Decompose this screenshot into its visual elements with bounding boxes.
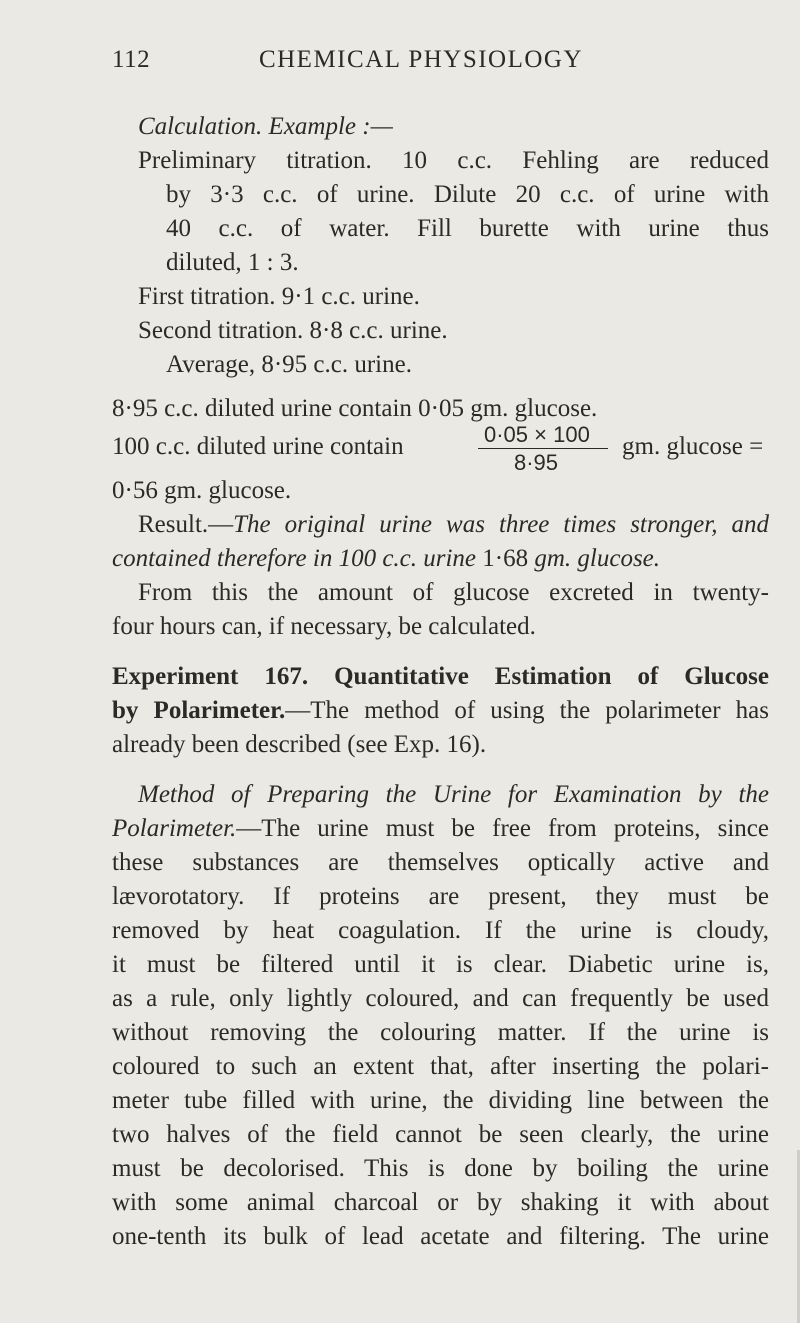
experiment-heading: Experiment 167. Quantitative Estimation of Glucose	[112, 663, 769, 690]
method-line: Polarimeter.—The urine must be free from proteins, since	[112, 815, 769, 842]
calc-line: 40 c.c. of water. Fill burette with urine thus	[166, 215, 769, 242]
calculation-heading: Calculation. Example :—	[138, 113, 393, 140]
calc-line-lead: 100 c.c. diluted urine contain	[112, 433, 404, 460]
result-line: contained therefore in 100 c.c. urine 1·68 gm. glucose.	[112, 545, 661, 572]
method-line: these substances are themselves optically active and	[112, 849, 769, 876]
calc-line: Average, 8·95 c.c. urine.	[166, 351, 412, 378]
method-line: two halves of the field cannot be seen clearly, the urine	[112, 1121, 769, 1148]
method-line: with some animal charcoal or by shaking it with about	[112, 1189, 769, 1216]
fraction-bar	[478, 448, 608, 449]
experiment-line: by Polarimeter.—The method of using the polarimeter has	[112, 697, 769, 724]
method-line: removed by heat coagulation. If the urine is cloudy,	[112, 917, 769, 944]
result-line: From this the amount of glucose excreted in twenty-	[138, 579, 769, 606]
method-line: meter tube filled with urine, the dividing line between the	[112, 1087, 769, 1114]
page-number: 112	[112, 46, 151, 73]
method-heading: Method of Preparing the Urine for Examination by the	[138, 781, 769, 808]
method-line: one-tenth its bulk of lead acetate and filtering. The urine	[112, 1223, 769, 1250]
method-line: as a rule, only lightly coloured, and can frequently be used	[112, 985, 769, 1012]
calc-line: 0·56 gm. glucose.	[112, 477, 292, 504]
calc-line-tail: gm. glucose =	[622, 433, 764, 460]
fraction-denominator: 8·95	[514, 450, 559, 475]
method-line: coloured to such an extent that, after inserting the polari-	[112, 1053, 769, 1080]
result-line: four hours can, if necessary, be calculated.	[112, 613, 536, 640]
result-text: The original urine was three times stronger, and	[233, 511, 769, 538]
calc-line: 8·95 c.c. diluted urine contain 0·05 gm. glucose.	[112, 395, 598, 422]
result-label: Result.—	[138, 511, 234, 538]
calc-line: by 3·3 c.c. of urine. Dilute 20 c.c. of urine with	[166, 181, 769, 208]
running-title: CHEMICAL PHYSIOLOGY	[258, 46, 584, 73]
calc-line: First titration. 9·1 c.c. urine.	[138, 283, 420, 310]
method-line: it must be filtered until it is clear. Diabetic urine is,	[112, 951, 769, 978]
method-line: must be decolorised. This is done by boiling the urine	[112, 1155, 769, 1182]
calc-line: diluted, 1 : 3.	[166, 249, 299, 276]
result-line	[138, 510, 769, 540]
calc-line: Preliminary titration. 10 c.c. Fehling are reduced	[138, 147, 769, 174]
method-line: without removing the colouring matter. If the urine is	[112, 1019, 769, 1046]
calc-line: Second titration. 8·8 c.c. urine.	[138, 317, 448, 344]
page-header	[112, 46, 690, 74]
fraction-numerator: 0·05 × 100	[484, 422, 590, 447]
experiment-line: already been described (see Exp. 16).	[112, 731, 487, 758]
method-line: lævorotatory. If proteins are present, they must be	[112, 883, 769, 910]
